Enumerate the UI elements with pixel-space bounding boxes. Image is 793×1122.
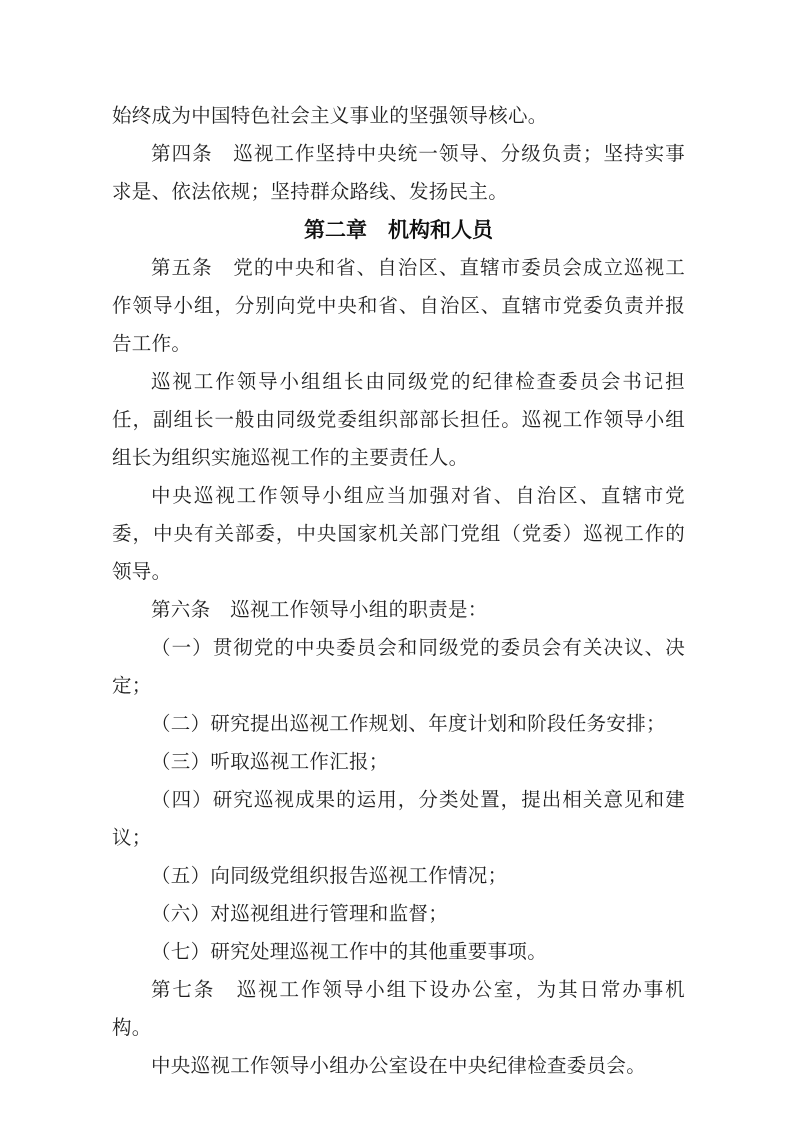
body-paragraph-continuation: 始终成为中国特色社会主义事业的坚强领导核心。 — [112, 106, 548, 127]
body-paragraph: 中央巡视工作领导小组应当加强对省、自治区、直辖市党委，中央有关部委，中央国家机关部门党组（党委）巡视工作的领导。 — [112, 486, 685, 583]
body-paragraph: （二）研究提出巡视工作规划、年度计划和阶段任务安排； — [151, 714, 666, 735]
body-paragraph: （七）研究处理巡视工作中的其他重要事项。 — [151, 942, 548, 963]
chapter-heading: 第二章 机构和人员 — [304, 219, 493, 242]
body-paragraph: 第五条 党的中央和省、自治区、直辖市委员会成立巡视工作领导小组，分别向党中央和省、自治区、直辖市党委负责并报告工作。 — [112, 258, 685, 355]
body-paragraph: 第六条 巡视工作领导小组的职责是： — [151, 600, 488, 621]
body-paragraph: （一）贯彻党的中央委员会和同级党的委员会有关决议、决定； — [112, 638, 685, 697]
body-paragraph: （四）研究巡视成果的运用，分类处置，提出相关意见和建议； — [112, 790, 685, 849]
body-paragraph: 第四条 巡视工作坚持中央统一领导、分级负责；坚持实事求是、依法依规；坚持群众路线、发扬民主。 — [112, 144, 685, 203]
body-paragraph: （五）向同级党组织报告巡视工作情况； — [151, 866, 508, 887]
body-paragraph: 第七条 巡视工作领导小组下设办公室，为其日常办事机构。 — [112, 980, 685, 1039]
body-paragraph: （六）对巡视组进行管理和监督； — [151, 904, 449, 925]
body-paragraph: 中央巡视工作领导小组办公室设在中央纪律检查委员会。 — [151, 1056, 647, 1077]
document-text-column — [112, 98, 685, 1086]
body-paragraph: 巡视工作领导小组组长由同级党的纪律检查委员会书记担任，副组长一般由同级党委组织部部长担任。巡视工作领导小组组长为组织实施巡视工作的主要责任人。 — [112, 372, 685, 469]
body-paragraph: （三）听取巡视工作汇报； — [151, 752, 389, 773]
